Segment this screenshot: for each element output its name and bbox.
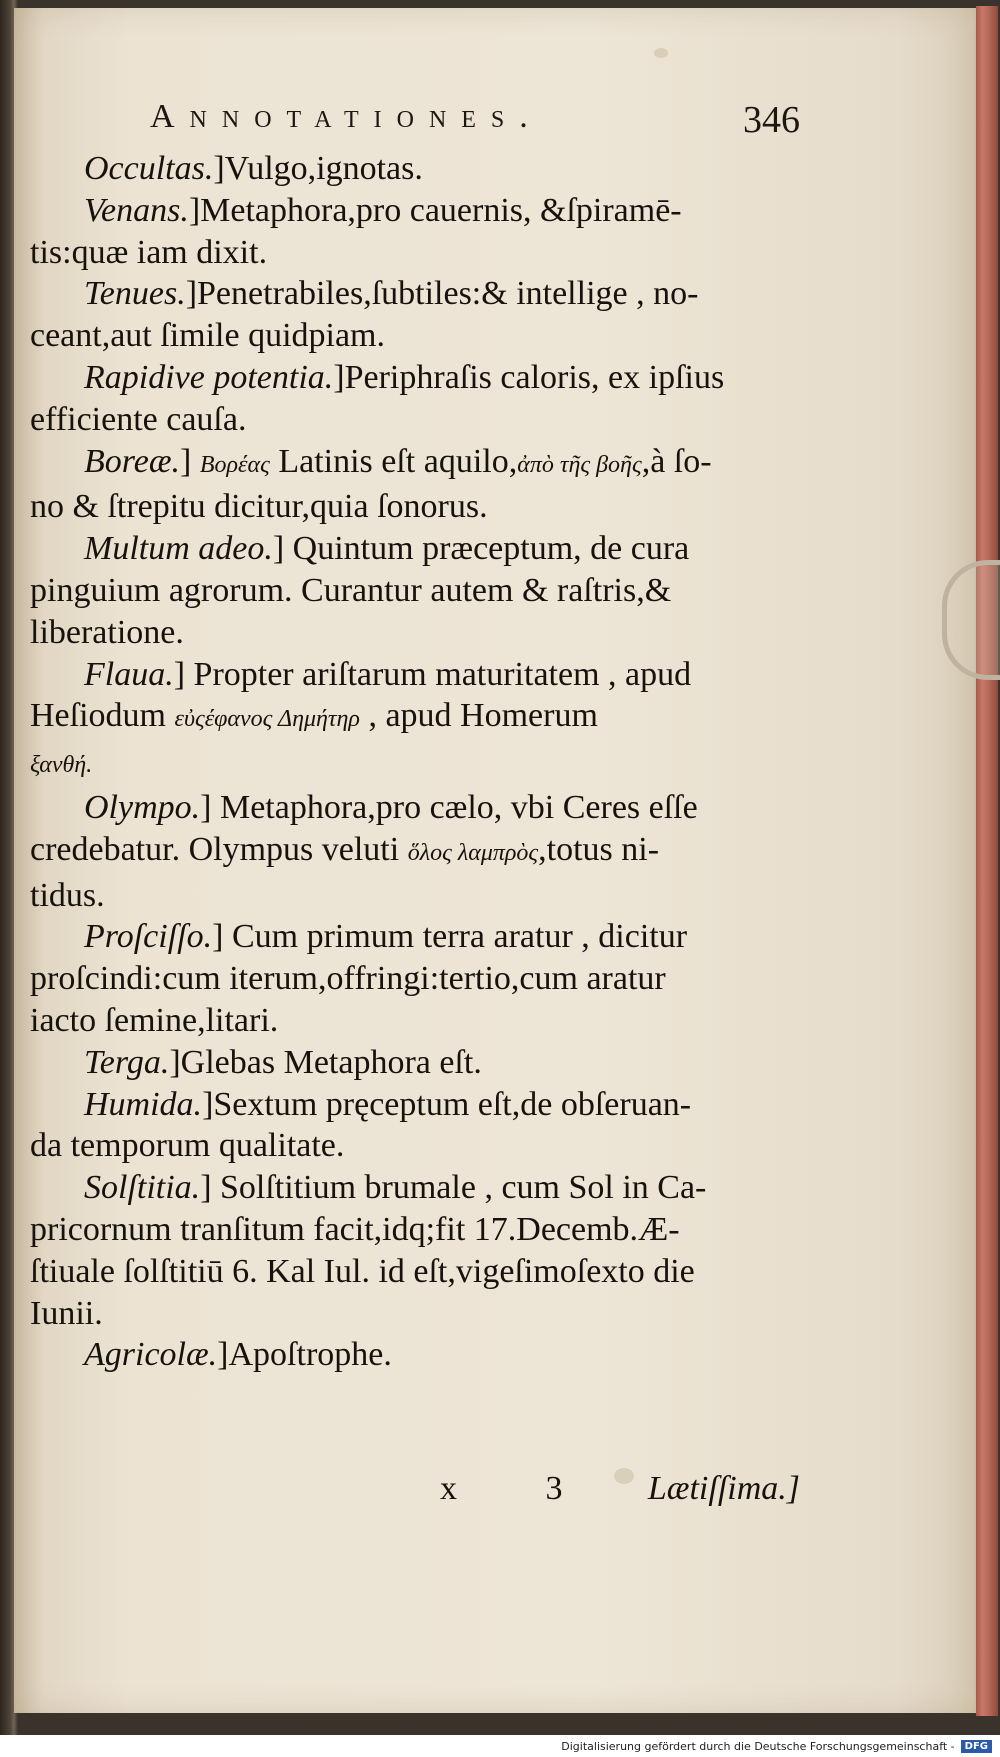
annotation-entry: [30, 654, 810, 787]
latin-text: ]Vulgo,ignotas.: [213, 150, 423, 187]
annotation-entry: [30, 357, 810, 441]
latin-text: ]Metaphora,pro cauernis, &ſpiramē-: [188, 191, 682, 229]
lemma: Flaua.: [84, 655, 174, 693]
annotation-entry: [30, 528, 810, 653]
lemma: Agricolæ.: [84, 1336, 218, 1374]
entry-line: [30, 1251, 810, 1293]
latin-text: , apud Homerum: [359, 697, 598, 735]
latin-text: proſcindi:cum iterum,offringi:tertio,cum aratur: [30, 960, 666, 998]
entry-first-line: [30, 148, 810, 190]
greek-text: ξανθή.: [30, 752, 93, 779]
entry-line: [30, 1293, 810, 1335]
latin-text: efficiente cauſa.: [30, 400, 247, 438]
lemma: Occultas.: [84, 150, 214, 187]
latin-text: Latinis eſt aquilo,: [269, 442, 518, 480]
latin-text: tis:quæ iam dixit.: [30, 233, 268, 271]
greek-text: Βορέας: [199, 451, 270, 478]
entry-line: [30, 1125, 810, 1167]
greek-text: εὐςέφανος Δημήτηρ: [174, 706, 360, 733]
annotation-entry: [30, 916, 810, 1041]
lemma: Humida.: [84, 1085, 203, 1123]
latin-text: no & ſtrepitu dicitur,quia ſonorus.: [30, 488, 488, 526]
entry-line: [30, 958, 810, 1000]
latin-text: credebatur. Olympus veluti: [30, 830, 408, 868]
entry-line: [30, 315, 810, 357]
entry-line: [30, 695, 810, 741]
latin-text: iacto ſemine,litari.: [30, 1001, 279, 1039]
page-footer: [30, 1470, 800, 1516]
entry-line: [30, 1209, 810, 1251]
annotation-entry: [30, 190, 810, 274]
latin-text: ] Metaphora,pro cælo, vbi Ceres eſſe: [200, 788, 698, 826]
entry-line: [30, 399, 810, 441]
entry-line: [30, 875, 810, 917]
entry-first-line: [30, 190, 810, 232]
entry-line: [30, 741, 810, 787]
entry-first-line: [30, 273, 810, 315]
lemma: Olympo.: [84, 788, 201, 826]
book-clasp: [942, 560, 1000, 680]
latin-text: ] Solſtitium brumale , cum Sol in Ca-: [200, 1169, 707, 1207]
latin-text: ]: [180, 442, 200, 480]
annotation-entry: [30, 273, 810, 357]
latin-text: ceant,aut ſimile quidpiam.: [30, 317, 386, 355]
lemma: Tenues.: [84, 275, 186, 313]
latin-text: ]Penetrabiles,ſubtiles:& intellige , no-: [185, 275, 699, 313]
latin-text: Iunii.: [30, 1294, 103, 1332]
latin-text: tidus.: [30, 876, 105, 914]
lemma: Terga.: [84, 1043, 170, 1081]
entry-first-line: [30, 357, 810, 399]
page-number: 346: [743, 99, 800, 141]
entry-line: [30, 570, 810, 612]
latin-text: ſtiuale ſolſtitiū 6. Kal Iul. id eſt,vigeſimoſexto die: [30, 1252, 695, 1290]
latin-text: ] Quintum præceptum, de cura: [272, 530, 690, 568]
latin-text: ]Sextum pręceptum eſt,de obſeruan-: [202, 1085, 692, 1123]
latin-text: ,à ſo-: [641, 442, 712, 480]
latin-text: Heſiodum: [30, 697, 175, 735]
entry-line: [30, 612, 810, 654]
entry-first-line: [30, 1167, 810, 1209]
annotation-text: [30, 148, 810, 1376]
annotation-entry: [30, 1084, 810, 1168]
entry-line: [30, 486, 810, 528]
annotation-entry: [30, 1334, 810, 1376]
lemma: Boreæ.: [84, 442, 181, 480]
latin-text: ] Propter ariſtarum maturitatem , apud: [173, 655, 692, 693]
lemma: Venans.: [84, 191, 189, 229]
paper-stain: [654, 48, 668, 58]
page-header: [150, 98, 800, 148]
entry-line: [30, 1000, 810, 1042]
entry-first-line: [30, 654, 810, 696]
greek-text: ἀπὸ τῆς βοῆς: [517, 451, 642, 478]
annotation-entry: [30, 441, 810, 529]
latin-text: ]Periphraſis caloris, ex ipſius: [333, 358, 725, 396]
page-edge-red: [976, 6, 998, 1716]
annotation-entry: [30, 148, 810, 190]
lemma: Rapidive potentia.: [84, 358, 334, 396]
lemma: Proſciſſo.: [84, 918, 213, 956]
greek-text: ὅλος λαμπρὸς: [407, 839, 539, 866]
entry-first-line: [30, 787, 810, 829]
catchword: Lætiſſima.]: [647, 1470, 800, 1507]
entry-line: [30, 829, 810, 875]
signature-mark: x 3: [440, 1470, 603, 1507]
entry-first-line: [30, 1042, 810, 1084]
annotation-entry: [30, 1167, 810, 1334]
latin-text: ] Cum primum terra aratur , dicitur: [212, 918, 688, 956]
latin-text: ]Glebas Metaphora eſt.: [169, 1043, 482, 1081]
annotation-entry: [30, 787, 810, 916]
latin-text: ,totus ni-: [538, 830, 660, 868]
entry-first-line: [30, 441, 810, 487]
latin-text: liberatione.: [30, 613, 184, 651]
latin-text: da temporum qualitate.: [30, 1127, 345, 1165]
latin-text: pricornum tranſitum facit,idq;fit 17.Decemb.Æ-: [30, 1210, 680, 1248]
annotation-entry: [30, 1042, 810, 1084]
lemma: Multum adeo.: [84, 530, 273, 568]
dfg-logo: DFG: [961, 1740, 992, 1753]
entry-first-line: [30, 1084, 810, 1126]
latin-text: ]Apoſtrophe.: [217, 1336, 392, 1374]
entry-first-line: [30, 916, 810, 958]
latin-text: pinguium agrorum. Curantur autem & raſtris,&: [30, 571, 672, 609]
entry-first-line: [30, 1334, 810, 1376]
entry-line: [30, 232, 810, 274]
credit-bar: [0, 1735, 1000, 1757]
lemma: Solſtitia.: [84, 1169, 201, 1207]
entry-first-line: [30, 528, 810, 570]
credit-text: Digitalisierung gefördert durch die Deutsche Forschungsgemeinschaft -: [561, 1739, 955, 1753]
running-title: Annotationes.: [150, 98, 543, 135]
